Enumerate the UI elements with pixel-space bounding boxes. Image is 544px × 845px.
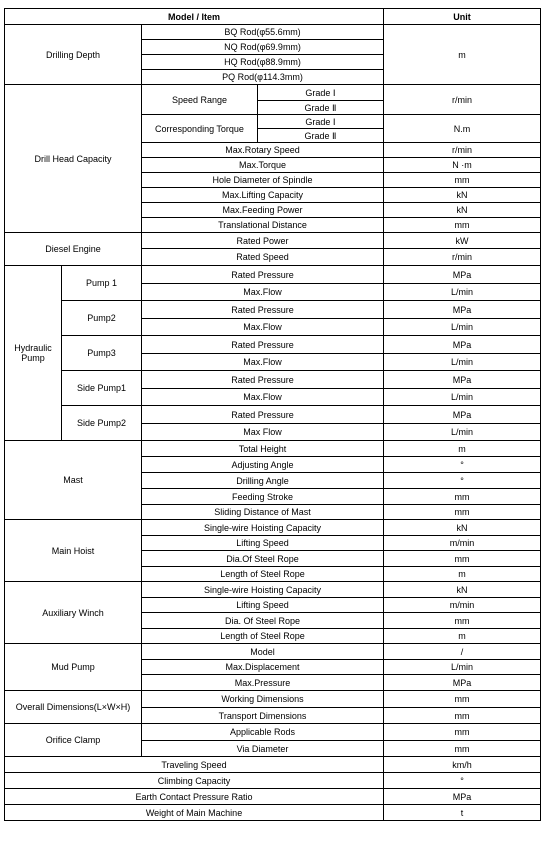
item-label: Traveling Speed — [5, 757, 384, 773]
unit-cell: mm — [384, 708, 541, 724]
item-label: Rated Pressure — [142, 266, 384, 284]
unit-cell: mm — [384, 691, 541, 708]
table-row — [5, 85, 541, 101]
pump-label: Pump3 — [62, 336, 142, 371]
unit-cell: kN — [384, 582, 541, 598]
pump-label: Pump2 — [62, 301, 142, 336]
item-label: Drilling Angle — [142, 473, 384, 489]
group-label: Main Hoist — [5, 520, 142, 582]
item-label: Lifting Speed — [142, 536, 384, 551]
unit-cell: kN — [384, 188, 541, 203]
item-label: Dia.Of Steel Rope — [142, 551, 384, 567]
group-label: Overall Dimensions(L×W×H) — [5, 691, 142, 724]
item-label: Model — [142, 644, 384, 660]
item-label: Max.Feeding Power — [142, 203, 384, 218]
item-label: Applicable Rods — [142, 724, 384, 741]
item-label: Dia. Of Steel Rope — [142, 613, 384, 629]
item-label: Earth Contact Pressure Ratio — [5, 789, 384, 805]
item-label: Max.Displacement — [142, 660, 384, 675]
item-label: Transport Dimensions — [142, 708, 384, 724]
unit-cell: m — [384, 25, 541, 85]
spec-table — [4, 8, 541, 821]
item-label: Feeding Stroke — [142, 489, 384, 505]
table-row — [5, 441, 541, 457]
table-row — [5, 724, 541, 741]
item-label: Speed Range — [142, 85, 258, 115]
unit-cell: m/min — [384, 536, 541, 551]
item-label: Max.Lifting Capacity — [142, 188, 384, 203]
header-row — [5, 9, 541, 25]
unit-cell: ° — [384, 773, 541, 789]
unit-cell: t — [384, 805, 541, 821]
table-row — [5, 406, 541, 424]
unit-cell: kN — [384, 520, 541, 536]
unit-cell: m — [384, 567, 541, 582]
unit-cell: N.m — [384, 115, 541, 143]
item-label: Length of Steel Rope — [142, 567, 384, 582]
unit-cell: MPa — [384, 336, 541, 354]
item-label: Translational Distance — [142, 218, 384, 233]
grade-label: Grade Ⅰ — [258, 115, 384, 129]
table-row — [5, 789, 541, 805]
table-row — [5, 371, 541, 389]
item-label: Length of Steel Rope — [142, 629, 384, 644]
item-label: Max.Rotary Speed — [142, 143, 384, 158]
unit-cell: ° — [384, 457, 541, 473]
unit-cell: r/min — [384, 249, 541, 266]
item-label: Rated Pressure — [142, 336, 384, 354]
item-label: Max Flow — [142, 424, 384, 441]
unit-cell: mm — [384, 505, 541, 520]
item-label: Lifting Speed — [142, 598, 384, 613]
item-label: Adjusting Angle — [142, 457, 384, 473]
table-row — [5, 233, 541, 249]
table-row — [5, 691, 541, 708]
unit-cell: m — [384, 629, 541, 644]
unit-cell: L/min — [384, 389, 541, 406]
unit-cell: MPa — [384, 371, 541, 389]
table-row — [5, 266, 541, 284]
group-label: Auxiliary Winch — [5, 582, 142, 644]
group-label: Orifice Clamp — [5, 724, 142, 757]
group-label: Diesel Engine — [5, 233, 142, 266]
item-label: Max.Torque — [142, 158, 384, 173]
grade-label: Grade Ⅰ — [258, 85, 384, 101]
unit-cell: mm — [384, 724, 541, 741]
unit-cell: kW — [384, 233, 541, 249]
header-unit: Unit — [384, 9, 541, 25]
item-label: Rated Pressure — [142, 371, 384, 389]
item-label: Via Diameter — [142, 741, 384, 757]
group-label: Mast — [5, 441, 142, 520]
item-label: BQ Rod(φ55.6mm) — [142, 25, 384, 40]
item-label: Rated Pressure — [142, 406, 384, 424]
table-row — [5, 805, 541, 821]
item-label: Rated Power — [142, 233, 384, 249]
unit-cell: mm — [384, 489, 541, 505]
item-label: HQ Rod(φ88.9mm) — [142, 55, 384, 70]
item-label: Single-wire Hoisting Capacity — [142, 520, 384, 536]
pump-label: Side Pump2 — [62, 406, 142, 441]
item-label: Single-wire Hoisting Capacity — [142, 582, 384, 598]
pump-label: Pump 1 — [62, 266, 142, 301]
table-row — [5, 773, 541, 789]
item-label: NQ Rod(φ69.9mm) — [142, 40, 384, 55]
pump-label: Side Pump1 — [62, 371, 142, 406]
unit-cell: mm — [384, 551, 541, 567]
item-label: Weight of Main Machine — [5, 805, 384, 821]
item-label: Max.Flow — [142, 389, 384, 406]
item-label: Total Height — [142, 441, 384, 457]
item-label: Hole Diameter of Spindle — [142, 173, 384, 188]
unit-cell: MPa — [384, 266, 541, 284]
unit-cell: / — [384, 644, 541, 660]
group-label: Drilling Depth — [5, 25, 142, 85]
item-label: Sliding Distance of Mast — [142, 505, 384, 520]
table-row — [5, 520, 541, 536]
item-label: Corresponding Torque — [142, 115, 258, 143]
unit-cell: L/min — [384, 354, 541, 371]
unit-cell: MPa — [384, 789, 541, 805]
unit-cell: km/h — [384, 757, 541, 773]
table-row — [5, 644, 541, 660]
item-label: Max.Flow — [142, 319, 384, 336]
unit-cell: L/min — [384, 284, 541, 301]
item-label: Max.Flow — [142, 284, 384, 301]
item-label: Max.Pressure — [142, 675, 384, 691]
grade-label: Grade Ⅱ — [258, 101, 384, 115]
group-label: Hydraulic Pump — [5, 266, 62, 441]
grade-label: Grade Ⅱ — [258, 129, 384, 143]
item-label: PQ Rod(φ114.3mm) — [142, 70, 384, 85]
unit-cell: mm — [384, 218, 541, 233]
item-label: Climbing Capacity — [5, 773, 384, 789]
table-row — [5, 336, 541, 354]
unit-cell: r/min — [384, 143, 541, 158]
unit-cell: L/min — [384, 424, 541, 441]
item-label: Rated Speed — [142, 249, 384, 266]
table-row — [5, 582, 541, 598]
unit-cell: mm — [384, 741, 541, 757]
unit-cell: N ·m — [384, 158, 541, 173]
unit-cell: kN — [384, 203, 541, 218]
item-label: Working Dimensions — [142, 691, 384, 708]
header-item: Model / Item — [5, 9, 384, 25]
table-row — [5, 301, 541, 319]
table-row — [5, 25, 541, 40]
item-label: Max.Flow — [142, 354, 384, 371]
table-row — [5, 757, 541, 773]
group-label: Drill Head Capacity — [5, 85, 142, 233]
unit-cell: m — [384, 441, 541, 457]
item-label: Rated Pressure — [142, 301, 384, 319]
unit-cell: MPa — [384, 301, 541, 319]
unit-cell: L/min — [384, 319, 541, 336]
group-label: Mud Pump — [5, 644, 142, 691]
unit-cell: mm — [384, 613, 541, 629]
unit-cell: MPa — [384, 675, 541, 691]
unit-cell: r/min — [384, 85, 541, 115]
unit-cell: m/min — [384, 598, 541, 613]
unit-cell: ° — [384, 473, 541, 489]
unit-cell: L/min — [384, 660, 541, 675]
unit-cell: mm — [384, 173, 541, 188]
unit-cell: MPa — [384, 406, 541, 424]
